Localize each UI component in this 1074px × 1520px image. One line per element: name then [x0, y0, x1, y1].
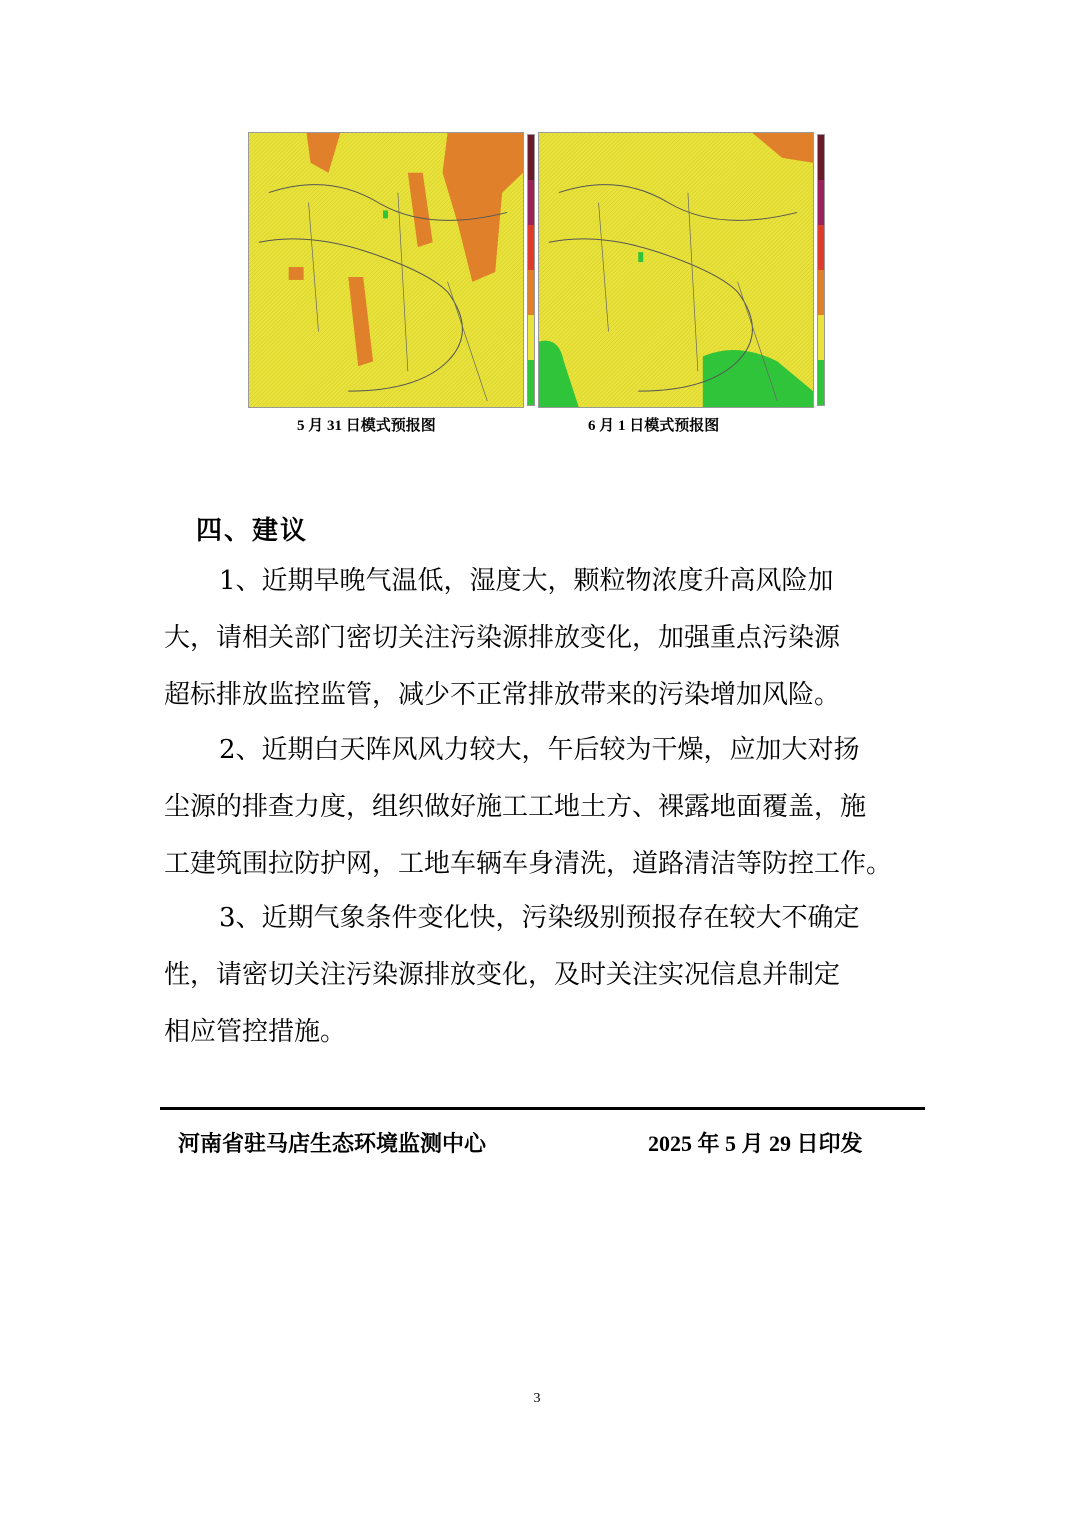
paragraph-line: 大，请相关部门密切关注污染源排放变化，加强重点污染源 — [164, 623, 841, 653]
page-number: 3 — [533, 1391, 541, 1406]
paragraph-3 — [164, 890, 914, 1061]
paragraph-line: 尘源的排查力度，组织做好施工工地土方、裸露地面覆盖，施 — [164, 792, 867, 822]
footer-divider — [160, 1107, 925, 1110]
paragraph-line: 性，请密切关注污染源排放变化，及时关注实况信息并制定 — [164, 960, 841, 990]
footer-issue-date: 2025 年 5 月 29 日印发 — [648, 1131, 863, 1156]
paragraph-2 — [164, 722, 914, 893]
figure-caption-right: 6 月 1 日模式预报图 — [588, 418, 720, 434]
paragraph-line: 3、近期气象条件变化快，污染级别预报存在较大不确定 — [219, 903, 860, 933]
paragraph-line: 相应管控措施。 — [164, 1017, 347, 1047]
forecast-map-jun1-graphic — [539, 133, 813, 407]
paragraph-line: 工建筑围拉防护网，工地车辆车身清洗，道路清洁等防控工作。 — [164, 849, 893, 879]
paragraph-line: 超标排放监控监管，减少不正常排放带来的污染增加风险。 — [164, 680, 841, 710]
forecast-map-jun1 — [538, 132, 814, 408]
legend-colorbar-left — [527, 134, 535, 406]
forecast-map-may31 — [248, 132, 524, 408]
paragraph-line: 1、近期早晚气温低，湿度大，颗粒物浓度升高风险加 — [219, 566, 834, 596]
section-heading: 四、建议 — [196, 516, 309, 546]
paragraph-1 — [164, 553, 914, 724]
forecast-map-may31-graphic — [249, 133, 523, 407]
footer-organization: 河南省驻马店生态环境监测中心 — [178, 1131, 487, 1156]
figure-caption-left: 5 月 31 日模式预报图 — [297, 418, 436, 434]
paragraph-line: 2、近期白天阵风风力较大，午后较为干燥，应加大对扬 — [219, 735, 860, 765]
legend-colorbar-right — [817, 134, 825, 406]
